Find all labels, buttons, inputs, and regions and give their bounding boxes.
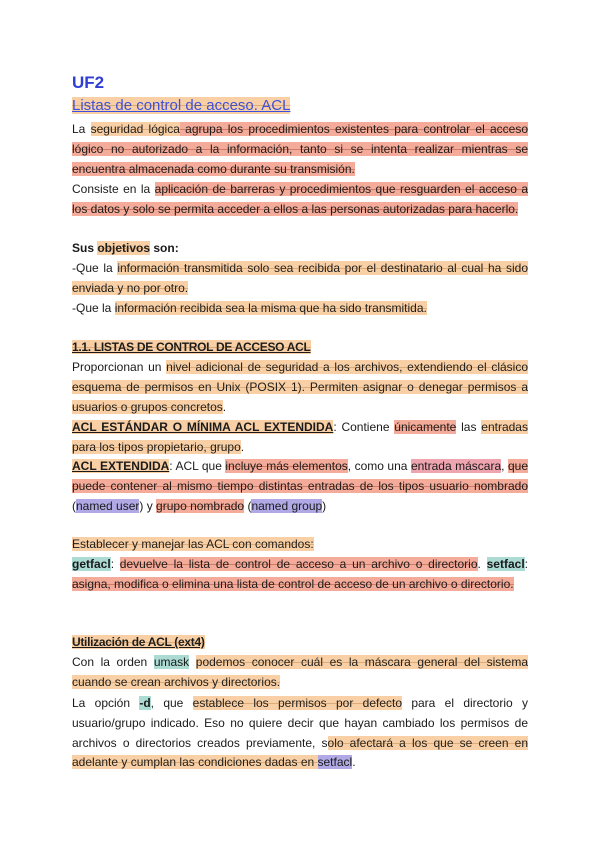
highlight-commands-intro: Establecer y manejar las ACL con comandos:: [72, 537, 314, 551]
highlight-mask-entry: entrada máscara: [410, 459, 502, 474]
commands-block: [72, 535, 528, 595]
text: Sus: [72, 241, 98, 255]
highlight-section-heading: 1.1. LISTAS DE CONTROL DE ACCESO ACL: [72, 340, 311, 354]
highlight-setfacl-ref: setfacl: [317, 755, 353, 770]
text: Con la orden: [72, 654, 154, 669]
text: Consiste en la: [72, 182, 155, 196]
text: .: [477, 556, 487, 571]
highlight-acl-standard: ACL ESTÁNDAR O MÍNIMA ACL EXTENDIDA: [72, 419, 334, 434]
text: las: [456, 419, 482, 434]
usage-default-option: [72, 694, 528, 774]
highlight-objective-1: información transmitida solo sea recibida por el destinatario al cual ha sido enviada y no por otro.: [72, 260, 529, 295]
acl-extended: [72, 457, 528, 517]
text: ) y: [139, 499, 157, 514]
highlight-setfacl-desc: asigna, modifica o elimina una lista de control de acceso de un archivo o directorio.: [72, 576, 514, 591]
document-title: UF2: [72, 73, 105, 92]
text: para el directorio y usuario/grupo indicado. Eso no quiere decir que hayan cambiado los permisos de archivos o directorios creados previamente, s: [72, 695, 528, 750]
highlight-named-group: named group: [251, 499, 323, 514]
text: [189, 655, 196, 669]
text: , como una: [347, 459, 411, 474]
highlight-getfacl-desc: devuelve la lista de control de acceso a un archivo o directorio: [119, 556, 478, 571]
highlight-umask-desc: podemos conocer cuál es la máscara general del sistema cuando se crean archivos y directorios.: [72, 654, 528, 689]
text: .: [222, 399, 227, 414]
text: .: [352, 755, 356, 770]
highlight-entries-types: que puede contener al mismo tiempo distintas entradas de los tipos usuario nombrado: [72, 459, 529, 494]
section-acl: [72, 338, 528, 517]
objectives-heading: [72, 239, 528, 259]
highlight-more-elements: incluye más elementos: [225, 459, 348, 474]
highlight-named-user: named user: [76, 499, 140, 514]
highlight-usage-heading: Utilización de ACL (ext4): [72, 635, 205, 649]
highlight-named-group-es: grupo nombrado: [156, 499, 245, 514]
text: : ACL que: [169, 459, 226, 474]
text: , que: [150, 695, 193, 710]
document-subtitle: [72, 96, 290, 116]
text: .: [240, 439, 245, 454]
usage-umask: [72, 653, 528, 693]
text: :: [524, 556, 528, 571]
text: : Contiene: [333, 419, 395, 434]
highlight-setfacl: setfacl: [486, 556, 525, 571]
highlight-getfacl: getfacl: [72, 556, 111, 571]
objective-item-2: [72, 299, 528, 319]
highlight-objective-2: información recibida sea la misma que ha sido transmitida.: [114, 300, 427, 315]
commands-description: [72, 555, 528, 595]
highlight-acl-extended: ACL EXTENDIDA: [72, 459, 170, 474]
text: La: [72, 122, 91, 136]
text: :: [110, 556, 120, 571]
highlight-logical-security: seguridad lógica: [90, 122, 180, 136]
objective-item-1: [72, 259, 528, 299]
highlight-entries: entradas para los tipos propietario, grupo: [72, 419, 528, 454]
acl-standard: [72, 418, 528, 458]
highlight-definition: agrupa los procedimientos existentes para controlar el acceso lógico no autorizado a la información, tanto si se intenta realizar mientras se encuentra almacenada como durante su transmisión.: [72, 122, 528, 176]
text: (: [72, 499, 76, 514]
highlight-d-option: -d: [139, 695, 151, 710]
subtitle-text: Listas de control de acceso. ACL: [72, 97, 291, 114]
objectives-block: [72, 239, 528, 319]
highlight-unicamente: únicamente: [394, 419, 457, 434]
paragraph-barriers: [72, 180, 528, 220]
text: ,: [501, 459, 508, 474]
text: son:: [150, 241, 179, 255]
highlight-umask: umask: [153, 654, 190, 669]
highlight-default-permissions: establece los permisos por defecto: [192, 695, 403, 710]
highlight-affects-new: olo afectará a los que se creen en adelante y cumplan las condiciones dadas en: [72, 735, 528, 770]
usage-heading: [72, 633, 528, 653]
text: -Que la: [72, 300, 115, 315]
section-acl-intro: [72, 358, 528, 418]
section-acl-heading: [72, 338, 528, 358]
highlight-objectives: objetivos: [97, 241, 151, 255]
text: La opción: [72, 695, 140, 710]
text: (: [244, 499, 252, 514]
text: Proporcionan un: [72, 359, 167, 374]
usage-block: [72, 633, 528, 773]
highlight-acl-intro: nivel adicional de seguridad a los archivos, extendiendo el clásico esquema de permisos en Unix (POSIX 1). Permiten asignar o denegar permisos a usuarios o grupos concretos: [72, 359, 528, 414]
highlight-barriers: aplicación de barreras y procedimientos que resguarden el acceso a los datos y solo se permita acceder a ellos a las personas autorizadas para hacerlo.: [72, 182, 528, 216]
text: -Que la: [72, 260, 118, 275]
paragraph-logical-security: [72, 120, 528, 180]
commands-intro: [72, 535, 528, 555]
text: ): [322, 499, 327, 514]
